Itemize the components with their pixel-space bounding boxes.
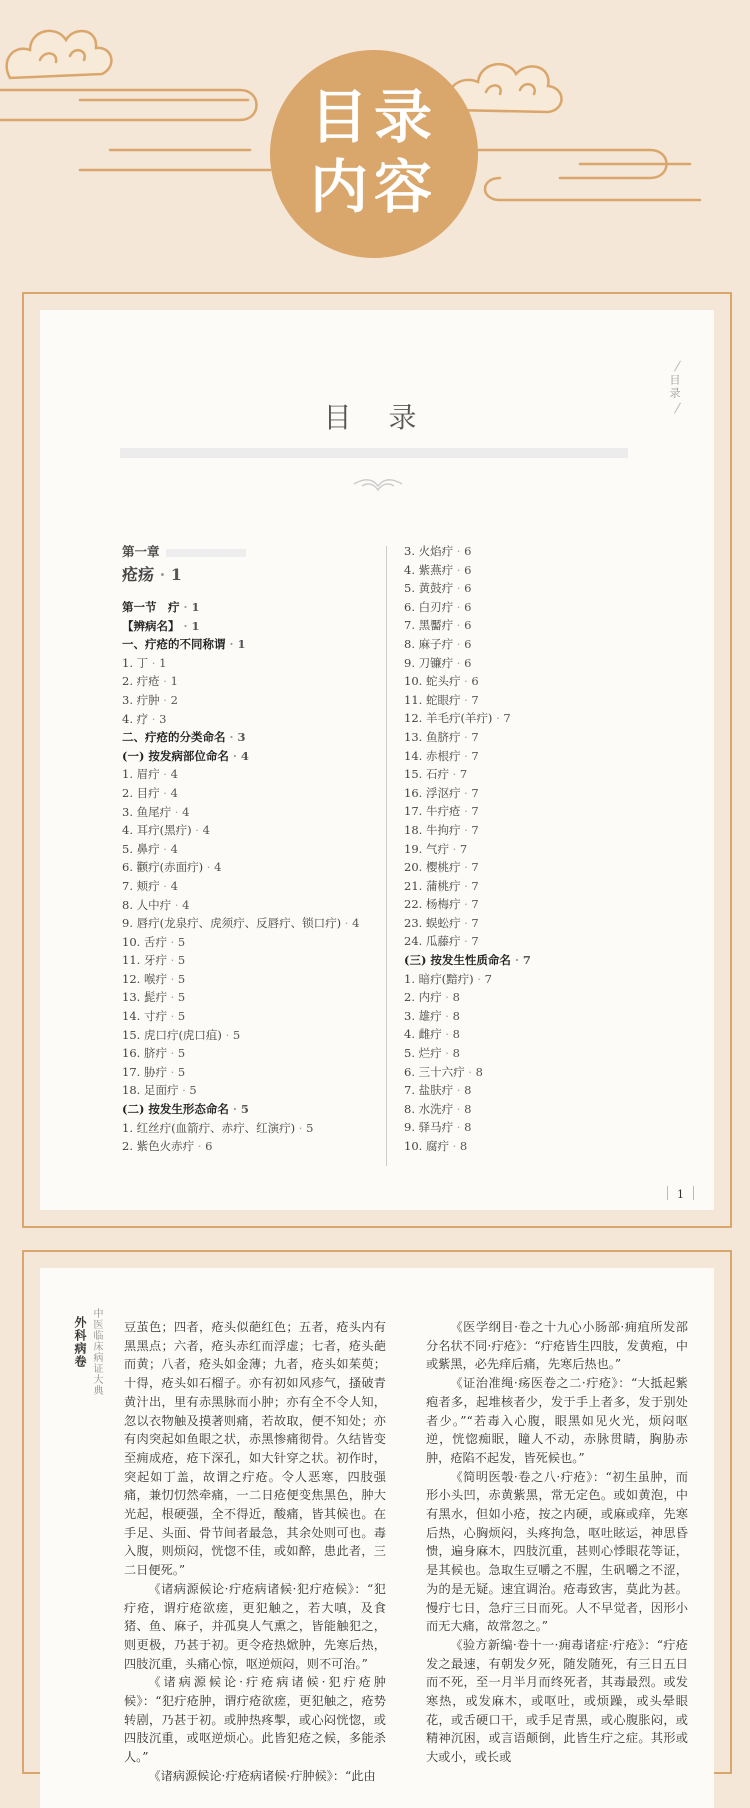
toc-entry-page: 6 xyxy=(464,599,472,614)
toc-dot-separator: · xyxy=(473,971,485,986)
toc-dot-separator: · xyxy=(492,711,504,726)
toc-entry-page: 1 xyxy=(159,655,167,670)
toc-dot-separator: · xyxy=(166,1046,178,1061)
body-paragraph: 《诸病源候论·疔疮病诸候·犯疔疮肿候》：“犯疔疮肿，谓疔疮欲瘥，更犯触之，疮势转剧，乃甚于初。或肿热疼掣，或心闷恍惚，或四肢沉重，或呕逆烦心。此皆犯疮之候，多能杀人。” xyxy=(124,1675,386,1765)
toc-dot-separator: · xyxy=(460,822,472,837)
banner-title xyxy=(270,82,478,222)
toc-entry-page: 7 xyxy=(484,971,492,986)
toc-dot-separator: · xyxy=(179,618,192,633)
chapter-bar xyxy=(166,549,246,557)
toc-entry-text: 1. 丁 xyxy=(122,655,149,670)
toc-entry-page: 7 xyxy=(459,841,468,856)
toc-entry[interactable] xyxy=(404,932,664,951)
toc-entry-page: 5 xyxy=(306,1120,314,1135)
body-paragraph: 《证治准绳·疡医卷之二·疔疮》：“大抵起紫疱者多，起堆核者少，发于手上者多，发于别处者少。”“若毒入心腹，眼黑如见火光，烦闷呕逆，恍惚痴眠，瞳人不动，赤脉贯睛，胸胁赤肿，疮陷不起发，皆死候也。” xyxy=(426,1376,688,1465)
toc-entry-text: 18. 牛拘疔 xyxy=(404,822,461,837)
toc-entry[interactable] xyxy=(404,914,664,933)
toc-entry-text: 10. 蛇头疔 xyxy=(404,674,461,689)
toc-entry-page: 1 xyxy=(191,600,200,614)
toc-entry[interactable] xyxy=(122,821,372,840)
toc-entry[interactable] xyxy=(404,1081,664,1100)
toc-entry-page: 6 xyxy=(205,1139,213,1154)
toc-entry[interactable] xyxy=(122,598,372,617)
toc-dot-separator: · xyxy=(460,804,472,819)
toc-entry-text: 5. 烂疔 xyxy=(404,1046,442,1061)
toc-entry[interactable] xyxy=(404,1025,664,1044)
toc-dot-separator: · xyxy=(453,1083,465,1098)
toc-entry-page: 5 xyxy=(177,971,186,986)
banner-title-line2: 内容 xyxy=(309,153,438,221)
toc-entry[interactable] xyxy=(122,896,372,915)
title-circle xyxy=(270,50,478,258)
toc-dot-separator: · xyxy=(159,841,171,856)
toc-entry-text: 2. 内疔 xyxy=(404,990,442,1005)
toc-dot-separator: · xyxy=(453,636,465,651)
toc-entry-page: 6 xyxy=(471,674,479,689)
toc-entry-text: 【辨病名】 xyxy=(122,618,180,633)
toc-entry[interactable] xyxy=(404,542,664,561)
toc-entry-page: 7 xyxy=(471,878,479,893)
toc-entry-page: 7 xyxy=(471,804,479,819)
text-frame xyxy=(22,1250,732,1783)
toc-entry-page: 1 xyxy=(170,674,178,689)
toc-entry-page: 4 xyxy=(170,841,178,856)
toc-entry-text: 4. 疗 xyxy=(122,711,149,726)
toc-entry[interactable] xyxy=(404,654,664,673)
toc-entry[interactable] xyxy=(122,654,372,673)
toc-entry[interactable] xyxy=(122,1007,372,1026)
toc-entry-text: 24. 瓜藤疔 xyxy=(404,934,461,949)
toc-entry[interactable] xyxy=(122,1119,372,1138)
toc-entry-page: 5 xyxy=(189,1083,197,1098)
toc-entry-page: 7 xyxy=(471,729,479,744)
toc-dot-separator: · xyxy=(171,897,183,912)
toc-entry-text: 二、疔疮的分类命名 xyxy=(122,730,226,745)
toc-entry[interactable] xyxy=(404,858,664,877)
toc-dot-separator: · xyxy=(448,767,460,782)
toc-dot-separator: · xyxy=(225,730,238,745)
toc-entry-text: 第一章 xyxy=(122,544,160,559)
toc-entry-text: 17. 牛疔疮 xyxy=(404,804,461,819)
toc-entry-text: 16. 脐疔 xyxy=(122,1046,167,1061)
toc-entry-page: 6 xyxy=(464,562,472,577)
ornament-icon xyxy=(352,474,404,494)
toc-entry-text: 一、疔疮的不同称谓 xyxy=(122,637,226,652)
toc-entry-page: 7 xyxy=(471,692,479,707)
toc-dot-separator: · xyxy=(221,1027,233,1042)
toc-entry[interactable] xyxy=(122,747,372,766)
toc-dot-separator: · xyxy=(441,1008,453,1023)
body-paragraph: 《验方新编·卷十一·痈毒诸症·疔疮》：“疔疮发之最速，有朝发夕死，随发随死，有三日五日而不死，至一月半月而终死者，其毒最烈。或发寒热，或发麻木，或呕吐，或烦躁，或头晕眼花，或舌硬口干，或手足青黑，或心腹胀闷，或精神沉困，或言语颠倒，此皆生疔之症。其形或大或小，或长或 xyxy=(426,1637,688,1765)
toc-entry-text: 10. 腐疔 xyxy=(404,1139,449,1153)
toc-entry-page: 4 xyxy=(170,767,178,782)
toc-entry-page: 4 xyxy=(240,748,249,763)
toc-entry[interactable] xyxy=(404,728,664,747)
toc-entry-text: 第一节 疔 xyxy=(122,600,180,614)
header-banner xyxy=(0,0,750,270)
toc-entry-page: 7 xyxy=(471,785,479,800)
toc-dot-separator: · xyxy=(228,748,241,763)
toc-entry-text: 9. 驿马疔 xyxy=(404,1120,454,1135)
toc-entry[interactable] xyxy=(404,802,664,821)
toc-entry[interactable] xyxy=(404,747,664,766)
toc-entry[interactable] xyxy=(122,840,372,859)
toc-entry-page: 8 xyxy=(464,1083,472,1098)
toc-dot-separator: · xyxy=(453,599,465,614)
toc-entry-text: 20. 樱桃疔 xyxy=(404,860,461,875)
toc-dot-separator: · xyxy=(453,655,465,670)
toc-dot-separator: · xyxy=(194,1139,206,1154)
toc-entry-text: 14. 赤根疔 xyxy=(404,748,461,763)
toc-entry[interactable] xyxy=(122,672,372,691)
toc-entry-page: 4 xyxy=(170,785,178,800)
toc-entry-text: 12. 羊毛疔(羊疔) xyxy=(404,711,493,726)
toc-entry[interactable] xyxy=(122,858,372,877)
toc-dot-separator: · xyxy=(166,953,178,968)
toc-dot-separator: · xyxy=(159,692,171,707)
toc-dot-separator: · xyxy=(166,990,178,1005)
toc-dot-separator: · xyxy=(464,1064,476,1079)
toc-entry-text: 2. 紫色火赤疔 xyxy=(122,1139,195,1154)
page-number: 1 xyxy=(677,1188,684,1201)
toc-entry-page: 8 xyxy=(452,1046,460,1061)
toc-entry[interactable] xyxy=(122,1081,372,1100)
toc-entry-page: 7 xyxy=(471,934,479,949)
body-paragraph: 豆茧色；四者，疮头似葩红色；五者，疮头内有黑黑点；六者，疮头赤红而浮虚；七者，疮头葩而黄；八者，疮头如金薄；九者，疮头如茱萸；十得，疮头如石榴子。亦有初如风疹气，搔破青黄汁出，里有赤黑脉而小肿；亦有全不令人知，忽以衣物触及摸著则痛，若故取，便不知处；亦有肉突起如鱼眼之状，赤黑惨痛彻骨。久结皆变至痈成疮，疮下深孔，如大针穿之状。初作时，突起如丁盖，故谓之疔疮。令人恶寒，四肢强痛，兼忉忉然牵痛，一二日疮便变焦黑色，肿大光起，根硬强，全不得近，酸痛，皆其候也。在手足、头面、骨节间者最急，其余处则可也。毒入腹，则烦闷，恍惚不佳，或如醉，患此者，三二日便死。” xyxy=(124,1320,386,1578)
toc-entry-text: 1. 眉疔 xyxy=(122,767,160,782)
toc-entry-page: 2 xyxy=(170,692,178,707)
toc-entry-page: 8 xyxy=(464,1101,472,1116)
toc-dot-separator: · xyxy=(148,655,160,670)
toc-dot-separator: · xyxy=(460,692,472,707)
body-paragraph: 《诸病源候论·疔疮病诸候·犯疔疮候》：“犯疔疮，谓疔疮欲瘥，更犯触之，若大嗔，及食猪、鱼、麻子，并孤臭人气熏之，皆能触犯之，则更极，乃甚于初。更令疮热焮肿，先寒后热，四肢沉重，头痛心惊，呕逆烦闷，则不可治。” xyxy=(124,1581,386,1671)
toc-entry[interactable] xyxy=(122,914,372,933)
toc-dot-separator: · xyxy=(460,860,472,875)
toc-entry[interactable] xyxy=(122,1026,372,1045)
toc-entry-page: 4 xyxy=(170,878,178,893)
toc-entry[interactable] xyxy=(404,1044,664,1063)
toc-entry-page: 6 xyxy=(464,636,472,651)
toc-entry-text: 8. 水洗疔 xyxy=(404,1101,454,1116)
toc-entry-text: (一) 按发病部位命名 xyxy=(122,748,229,763)
toc-entry-text: 14. 寸疔 xyxy=(122,1009,167,1024)
toc-entry-page: 4 xyxy=(202,823,210,838)
toc-dot-separator: · xyxy=(171,804,183,819)
toc-dot-separator: · xyxy=(166,1064,178,1079)
toc-entry-page: 4 xyxy=(214,860,222,875)
toc-entry-text: 3. 鱼尾疔 xyxy=(122,804,172,819)
toc-dot-separator: · xyxy=(460,897,472,912)
toc-entry-text: 15. 石疔 xyxy=(404,767,449,782)
toc-entry[interactable] xyxy=(404,1118,664,1137)
toc-entry-page: 4 xyxy=(352,916,360,931)
toc-dot-separator: · xyxy=(159,674,171,689)
toc-frame xyxy=(22,292,732,1228)
toc-entry-text: 7. 盐肤疔 xyxy=(404,1083,454,1098)
toc-entry-page: 7 xyxy=(459,767,468,782)
toc-dot-separator: · xyxy=(166,934,178,949)
toc-entry-page: 8 xyxy=(452,1008,460,1023)
toc-entry-text: 3. 疔肿 xyxy=(122,692,160,707)
toc-entry[interactable] xyxy=(404,616,664,635)
toc-dot-separator: · xyxy=(159,767,171,782)
toc-entry-text: 16. 浮沤疔 xyxy=(404,785,461,800)
toc-dot-separator: · xyxy=(154,565,171,584)
toc-entry[interactable] xyxy=(122,784,372,803)
toc-entry-page: 7 xyxy=(503,711,511,726)
toc-entry[interactable] xyxy=(404,1007,664,1026)
toc-entry-text: 5. 黄鼓疔 xyxy=(404,581,454,596)
toc-entry-page: 8 xyxy=(459,1139,468,1153)
toc-entry[interactable] xyxy=(122,970,372,989)
toc-entry-page: 4 xyxy=(182,897,190,912)
toc-entry-page: 5 xyxy=(177,934,186,949)
toc-entry[interactable] xyxy=(404,821,664,840)
toc-entry-page: 7 xyxy=(471,822,479,837)
toc-entry-page: 1 xyxy=(191,618,200,633)
toc-entry[interactable] xyxy=(404,672,664,691)
toc-dot-separator: · xyxy=(179,600,192,614)
toc-entry[interactable] xyxy=(122,542,372,562)
toc-sheet xyxy=(40,310,714,1210)
toc-entry-page: 8 xyxy=(464,1120,472,1135)
toc-entry[interactable] xyxy=(122,877,372,896)
toc-dot-separator: · xyxy=(295,1120,307,1135)
toc-entry[interactable] xyxy=(404,561,664,580)
toc-entry-page: 3 xyxy=(159,711,167,726)
toc-entry[interactable] xyxy=(404,970,664,989)
toc-entry-text: 4. 紫燕疔 xyxy=(404,562,454,577)
toc-entry-page: 6 xyxy=(464,618,472,633)
toc-entry-page: 5 xyxy=(177,1009,186,1024)
toc-entry[interactable] xyxy=(404,840,664,859)
toc-dot-separator: · xyxy=(159,878,171,893)
toc-entry[interactable] xyxy=(404,765,664,784)
toc-entry-page: 7 xyxy=(471,915,479,930)
volume-title: 外科病卷 xyxy=(73,1316,87,1368)
toc-entry-text: 19. 气疔 xyxy=(404,841,449,856)
toc-entry[interactable] xyxy=(122,691,372,710)
toc-entry-page: 3 xyxy=(237,730,246,745)
toc-dot-separator: · xyxy=(148,711,160,726)
toc-dot-separator: · xyxy=(453,618,465,633)
toc-entry[interactable] xyxy=(122,617,372,636)
toc-entry[interactable] xyxy=(404,1100,664,1119)
toc-dot-separator: · xyxy=(441,1027,453,1042)
toc-entry-text: 23. 蜈蚣疔 xyxy=(404,915,461,930)
toc-dot-separator: · xyxy=(453,1120,465,1135)
toc-dot-separator: · xyxy=(510,953,523,968)
toc-entry-text: 11. 牙疔 xyxy=(122,953,167,968)
toc-entry-text: 6. 颧疔(赤面疔) xyxy=(122,860,204,875)
banner-title-line1: 目录 xyxy=(309,83,438,151)
toc-dot-separator: · xyxy=(460,785,472,800)
toc-dot-separator: · xyxy=(460,934,472,949)
toc-entry-page: 5 xyxy=(177,953,186,968)
series-title: 中医临床病证大典 xyxy=(91,1308,102,1396)
running-header xyxy=(72,1308,104,1396)
toc-entry[interactable] xyxy=(122,1137,372,1156)
toc-entry-page: 5 xyxy=(177,1064,186,1079)
toc-entry-text: 2. 目疔 xyxy=(122,785,160,800)
toc-entry[interactable] xyxy=(404,1063,664,1082)
toc-entry-text: 7. 颊疔 xyxy=(122,878,160,893)
toc-entry-text: 8. 人中疔 xyxy=(122,897,172,912)
toc-entry-text: 5. 鼻疔 xyxy=(122,841,160,856)
toc-dot-separator: · xyxy=(178,1083,190,1098)
toc-dot-separator: · xyxy=(453,581,465,596)
toc-dot-separator: · xyxy=(225,637,238,652)
toc-entry-page: 7 xyxy=(471,748,479,763)
toc-dot-separator: · xyxy=(448,1139,460,1153)
toc-entry[interactable] xyxy=(122,765,372,784)
toc-dot-separator: · xyxy=(460,915,472,930)
toc-entry-text: 4. 耳疔(黑疔) xyxy=(122,823,192,838)
toc-dot-separator: · xyxy=(453,562,465,577)
toc-entry[interactable] xyxy=(122,951,372,970)
toc-entry-text: 13. 髭疔 xyxy=(122,990,167,1005)
toc-entry-page: 8 xyxy=(452,1027,460,1042)
toc-entry[interactable] xyxy=(404,709,664,728)
toc-entry[interactable] xyxy=(122,1044,372,1063)
toc-dot-separator: · xyxy=(341,916,353,931)
toc-entry-text: 21. 蒲桃疔 xyxy=(404,878,461,893)
toc-entry-text: 1. 红丝疔(血箭疔、赤疔、红演疔) xyxy=(122,1120,296,1135)
toc-entry-text: 4. 雌疔 xyxy=(404,1027,442,1042)
toc-entry-text: 11. 蛇眼疔 xyxy=(404,692,461,707)
toc-entry-page: 8 xyxy=(452,990,460,1005)
toc-dot-separator: · xyxy=(203,860,215,875)
toc-entry[interactable] xyxy=(404,988,664,1007)
toc-entry-text: 10. 舌疔 xyxy=(122,934,167,949)
toc-entry-page: 6 xyxy=(464,655,472,670)
toc-dot-separator: · xyxy=(453,1101,465,1116)
text-right-column xyxy=(426,1318,688,1767)
toc-dot-separator: · xyxy=(460,748,472,763)
toc-dot-separator: · xyxy=(441,1046,453,1061)
toc-entry-page: 1 xyxy=(170,565,182,584)
toc-entry[interactable] xyxy=(404,598,664,617)
toc-dot-separator: · xyxy=(166,971,178,986)
toc-side-tag: 目录 xyxy=(668,374,681,400)
toc-entry-text: (三) 按发生性质命名 xyxy=(404,953,511,968)
toc-entry[interactable] xyxy=(122,1063,372,1082)
toc-entry[interactable] xyxy=(404,691,664,710)
toc-dot-separator: · xyxy=(460,674,472,689)
title-underline-bar xyxy=(120,448,628,458)
toc-entry[interactable] xyxy=(122,562,372,588)
body-paragraph: 《简明医彀·卷之八·疔疮》：“初生虽肿，而形小头凹，赤黄紫黑，常无定色。或如黄泡，中有黑水，但如小疮，按之内硬，或麻或痒，先寒后热，心胸烦闷，头疼拘急，呕吐眩运，神思昏愦，遍身麻木，四肢沉重，甚则心悸眼花等证，是其候也。急取生豆嚼之不腥，生矾嚼之不涩，为的是无疑。速宜调治。疮毒致害，莫此为甚。慢疔七日，急疔三日而死。人不早觉者，因形小而无大痛，故常忽之。” xyxy=(426,1469,688,1634)
toc-entry-page: 5 xyxy=(232,1027,241,1042)
toc-entry[interactable] xyxy=(404,579,664,598)
toc-dot-separator: · xyxy=(228,1102,241,1117)
toc-entry-page: 5 xyxy=(240,1102,249,1117)
toc-entry-page: 7 xyxy=(522,953,531,968)
toc-entry-text: 13. 鱼脐疔 xyxy=(404,729,461,744)
toc-entry[interactable] xyxy=(404,951,664,970)
toc-right-column xyxy=(404,542,664,1156)
toc-entry-text: 3. 雄疔 xyxy=(404,1008,442,1023)
toc-entry-text: 8. 麻子疔 xyxy=(404,636,454,651)
toc-entry[interactable] xyxy=(404,635,664,654)
toc-entry-text: 22. 杨梅疔 xyxy=(404,897,461,912)
toc-entry[interactable] xyxy=(122,710,372,729)
toc-dot-separator: · xyxy=(448,841,460,856)
toc-left-column xyxy=(122,542,372,1156)
toc-entry-page: 5 xyxy=(177,1046,186,1061)
toc-entry-page: 4 xyxy=(182,804,190,819)
toc-title: 目 录 xyxy=(323,401,431,434)
toc-entry-text: 9. 唇疔(龙泉疔、虎须疔、反唇疔、锁口疔) xyxy=(122,916,342,931)
toc-entry[interactable] xyxy=(404,784,664,803)
toc-dot-separator: · xyxy=(460,878,472,893)
toc-dot-separator: · xyxy=(441,990,453,1005)
text-left-column xyxy=(124,1318,386,1786)
toc-entry-text: 12. 喉疔 xyxy=(122,971,167,986)
toc-entry[interactable] xyxy=(122,933,372,952)
body-paragraph: 《医学纲目·卷之十九心小肠部·痈疽所发部分名状不同·疔疮》：“疔疮皆生四肢，发黄疱，中或紫黑，必先痒后痛，先寒后热也。” xyxy=(426,1320,688,1372)
text-sheet xyxy=(40,1268,714,1808)
toc-entry-text: 3. 火焰疔 xyxy=(404,544,454,558)
toc-entry-page: 8 xyxy=(475,1064,483,1079)
toc-entry-text: 6. 白刃疔 xyxy=(404,599,454,614)
body-paragraph: 《诸病源候论·疔疮病诸候·疔肿候》：“此由 xyxy=(148,1768,376,1783)
toc-entry[interactable] xyxy=(122,728,372,747)
toc-entry[interactable] xyxy=(122,635,372,654)
toc-entry[interactable] xyxy=(122,988,372,1007)
toc-entry[interactable] xyxy=(122,1100,372,1119)
toc-entry-page: 5 xyxy=(177,990,186,1005)
toc-dot-separator: · xyxy=(460,729,472,744)
toc-entry-text: 18. 足面疔 xyxy=(122,1083,179,1098)
toc-entry-text: 2. 疔疮 xyxy=(122,674,160,689)
toc-entry-page: 1 xyxy=(237,637,246,652)
toc-dot-separator: · xyxy=(166,1009,178,1024)
toc-entry-page: 6 xyxy=(464,581,472,596)
toc-entry-page: 7 xyxy=(471,897,479,912)
toc-entry[interactable] xyxy=(404,895,664,914)
toc-entry-text: 17. 胁疔 xyxy=(122,1064,167,1079)
toc-entry-text: 疮疡 xyxy=(122,565,155,584)
toc-entry-text: 7. 黑靨疔 xyxy=(404,618,454,633)
toc-entry-page: 7 xyxy=(471,860,479,875)
toc-dot-separator: · xyxy=(453,544,465,558)
toc-entry-text: 6. 三十六疔 xyxy=(404,1064,465,1079)
column-divider xyxy=(386,546,387,1166)
toc-dot-separator: · xyxy=(191,823,203,838)
toc-entry[interactable] xyxy=(404,1137,664,1156)
toc-entry-text: 9. 刀镰疔 xyxy=(404,655,454,670)
toc-entry[interactable] xyxy=(122,803,372,822)
toc-dot-separator: · xyxy=(159,785,171,800)
toc-entry-text: 1. 暗疔(黯疔) xyxy=(404,971,474,986)
toc-entry[interactable] xyxy=(404,877,664,896)
toc-entry-text: (二) 按发生形态命名 xyxy=(122,1102,229,1117)
toc-entry-text: 15. 虎口疔(虎口疽) xyxy=(122,1027,222,1042)
toc-entry-page: 6 xyxy=(464,544,472,558)
